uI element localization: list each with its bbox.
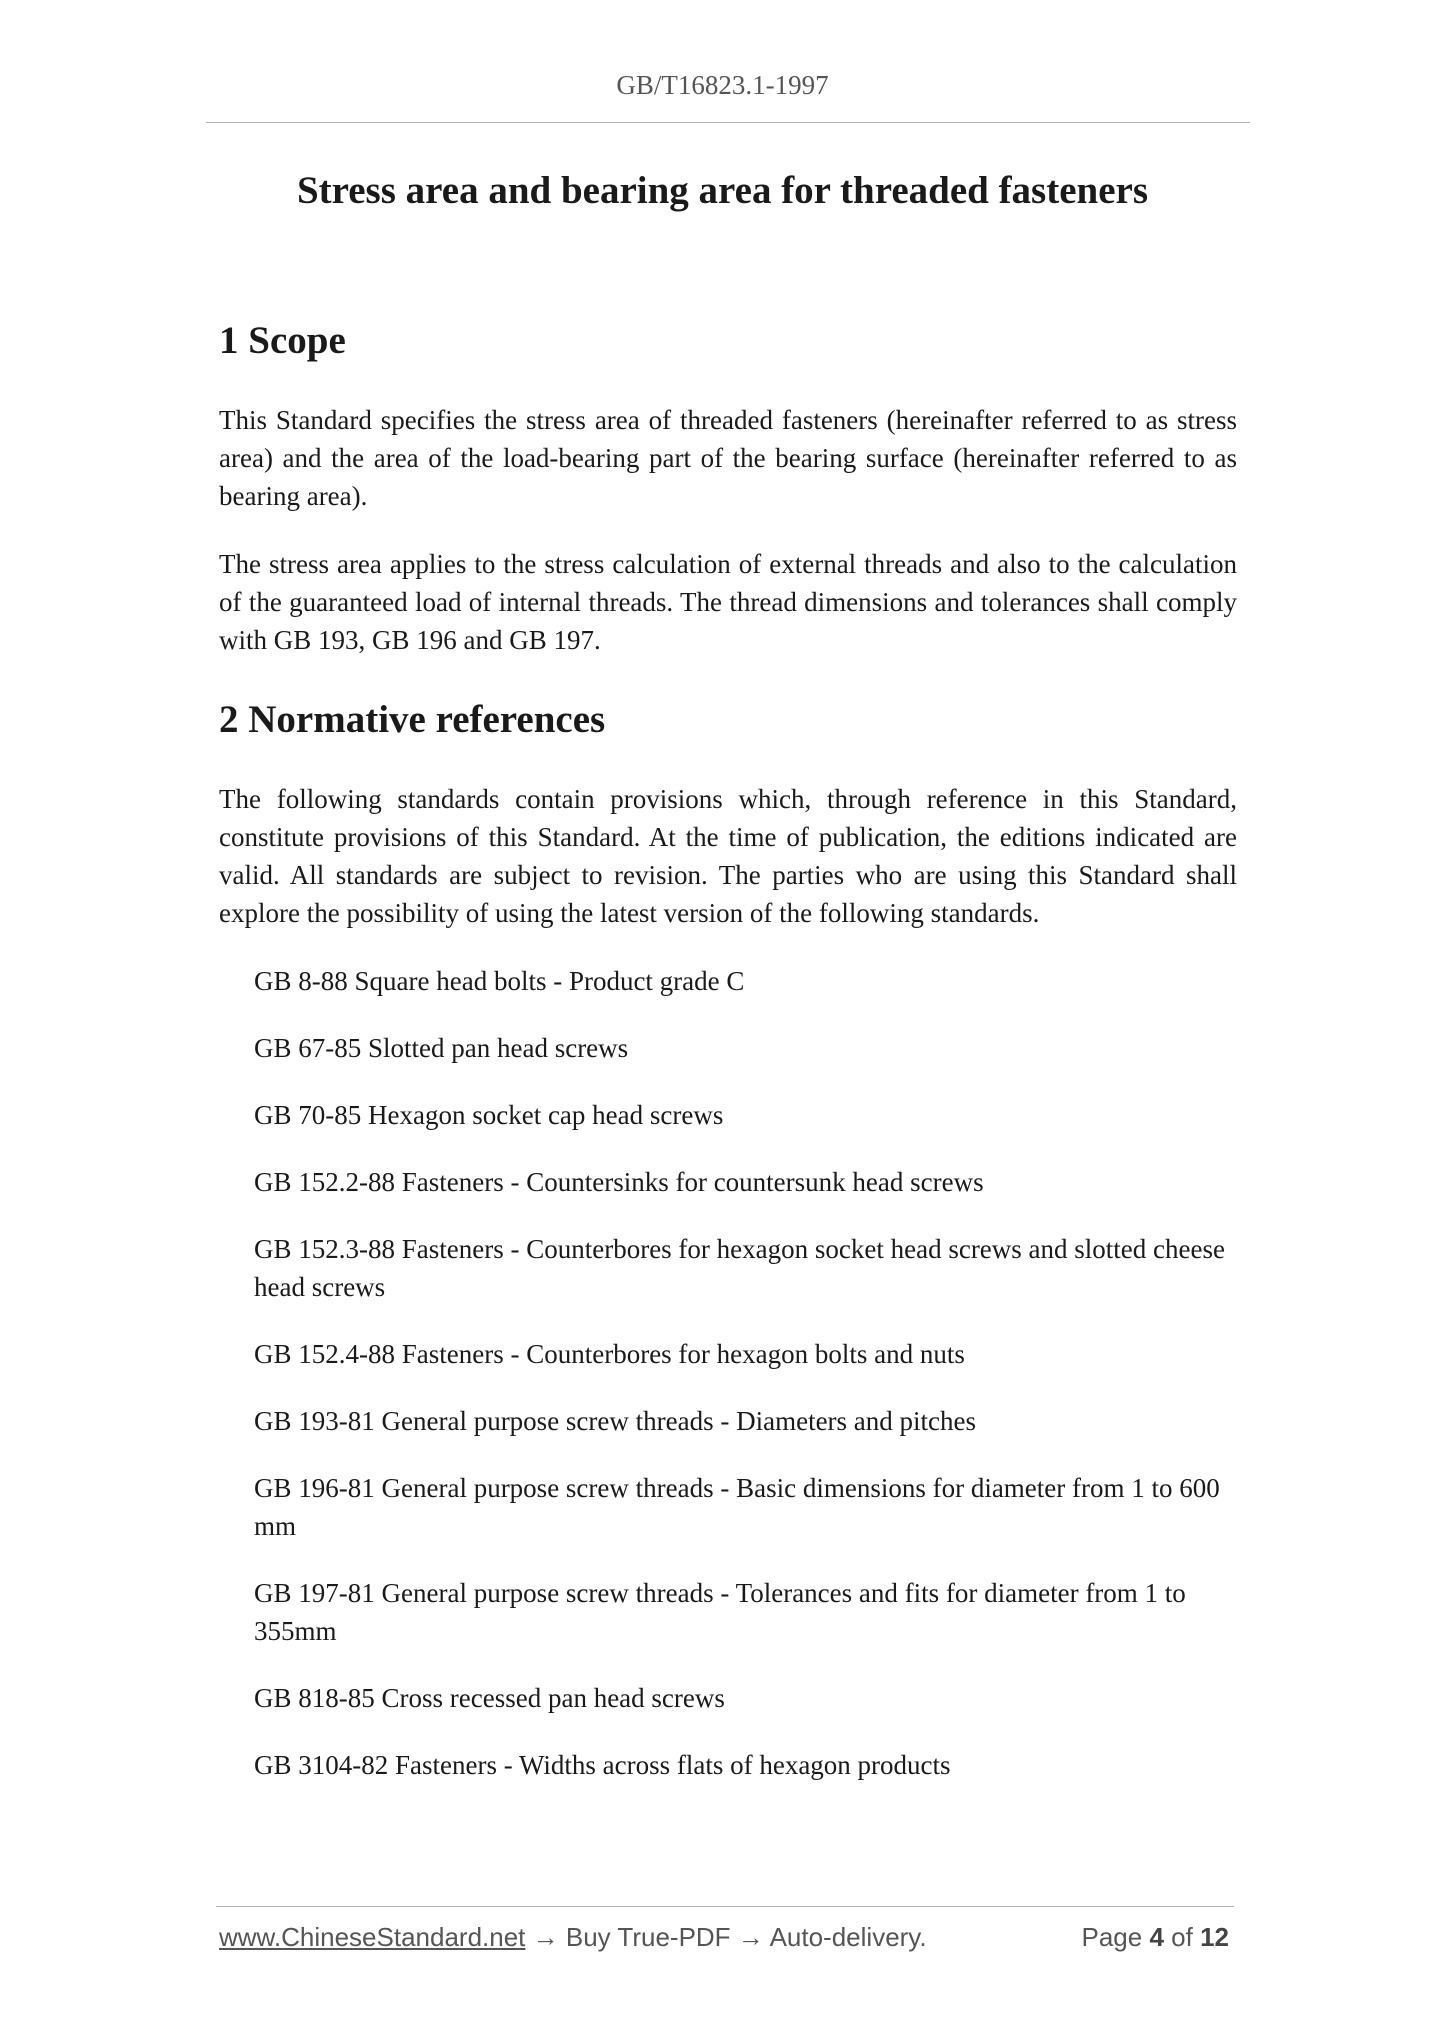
document-title: Stress area and bearing area for threaded fasteners [296, 169, 1149, 212]
page-of-label: of [1171, 1922, 1193, 1952]
reference-item: GB 193-81 General purpose screw threads - Diameters and pitches [254, 1405, 977, 1436]
normative-intro-paragraph: The following standards contain provisions which, through reference in this Standard, constitute provisions of this Standard. At the time of publication, the editions indicated are valid. All standards are subject to revision. The parties who are using this Standard shall explore the possibility of using the latest version of the following standards. [219, 783, 1237, 928]
reference-list [219, 962, 1237, 1784]
document-code-header: GB/T16823.1-1997 [616, 70, 829, 100]
reference-item: GB 152.4-88 Fasteners - Counterbores for hexagon bolts and nuts [254, 1338, 965, 1369]
header-divider [206, 122, 1250, 123]
reference-item: GB 152.2-88 Fasteners - Countersinks for countersunk head screws [254, 1166, 984, 1197]
reference-item: GB 197-81 General purpose screw threads - Tolerances and fits for diameter from 1 to 355mm [254, 1577, 1186, 1646]
page-number [1081, 1922, 1229, 1953]
reference-item: GB 152.3-88 Fasteners - Counterbores for hexagon socket head screws and slotted cheese head screws [254, 1233, 1225, 1302]
footer-divider [216, 1906, 1234, 1907]
scope-paragraph-1: This Standard specifies the stress area of threaded fasteners (hereinafter referred to as stress area) and the area of the load-bearing part of the bearing surface (hereinafter referred to as bearing area). [219, 404, 1237, 511]
footer-left [219, 1922, 927, 1953]
page-label: Page [1081, 1922, 1143, 1952]
page-total: 12 [1200, 1922, 1229, 1952]
reference-item: GB 196-81 General purpose screw threads - Basic dimensions for diameter from 1 to 600 mm [254, 1472, 1220, 1541]
website-link[interactable]: www.ChineseStandard.net [219, 1922, 526, 1952]
section-heading-normative-references: 2 Normative references [219, 697, 606, 741]
reference-item: GB 8-88 Square head bolts - Product grade C [254, 965, 745, 996]
footer-tagline: → Buy True-PDF → Auto-delivery. [525, 1922, 927, 1952]
reference-item: GB 70-85 Hexagon socket cap head screws [254, 1099, 724, 1130]
reference-item: GB 3104-82 Fasteners - Widths across flats of hexagon products [254, 1749, 951, 1780]
reference-item: GB 67-85 Slotted pan head screws [254, 1032, 629, 1063]
page-current: 4 [1149, 1922, 1164, 1952]
reference-item: GB 818-85 Cross recessed pan head screws [254, 1682, 725, 1713]
section-heading-scope: 1 Scope [219, 319, 346, 362]
scope-paragraph-2: The stress area applies to the stress calculation of external threads and also to the calculation of the guaranteed load of internal threads. The thread dimensions and tolerances shall comply with GB 193, GB 196 and GB 197. [219, 548, 1237, 655]
document-body [219, 318, 1237, 1813]
